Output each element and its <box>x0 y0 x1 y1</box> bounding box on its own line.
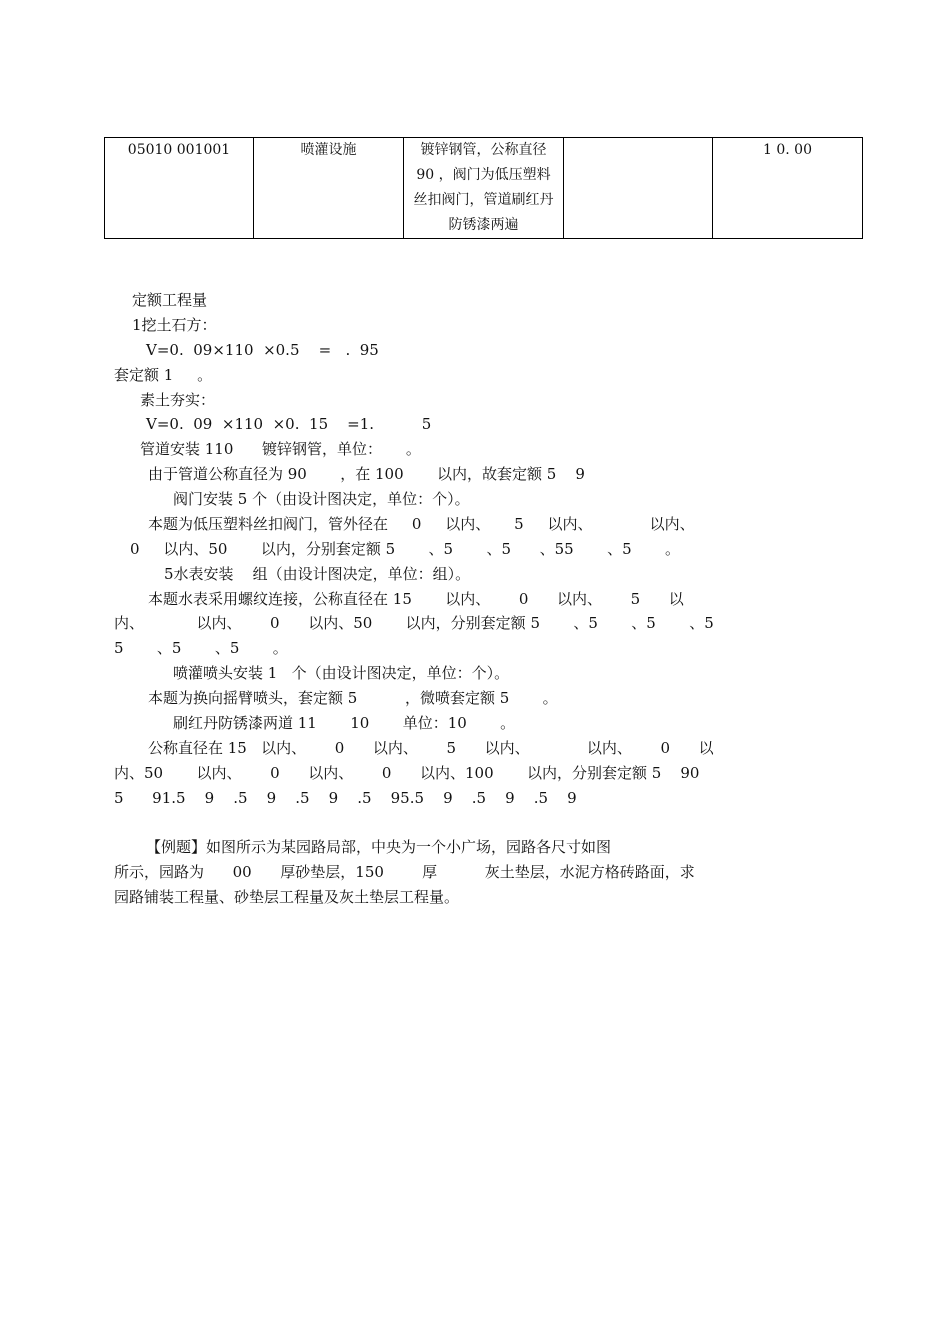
text-line: 管道安装 110 镀锌钢管，单位： 。 <box>140 440 421 458</box>
item-description-cell: 镀锌钢管，公称直径 90 ，阀门为低压塑料丝扣阀门，管道刷红丹防锈漆两遍 <box>404 138 564 239</box>
quantity-cell: 1 0. 00 <box>713 138 863 239</box>
text-line: 1挖土石方： <box>132 316 217 334</box>
text-line: 5水表安装 组（由设计图决定，单位：组）。 <box>164 565 471 583</box>
item-code-cell: 05010 001001 <box>105 138 254 239</box>
text-line: 本题为换向摇臂喷头，套定额 5 ，微喷套定额 5 。 <box>148 689 558 707</box>
quantity-table <box>104 137 863 239</box>
text-line: 5 91.5 9 .5 9 .5 9 .5 95.5 9 .5 9 .5 9 <box>114 789 577 807</box>
text-line: 由于管道公称直径为 90 ，在 100 以内，故套定额 5 9 <box>148 465 585 483</box>
text-line: 5 、5 、5 。 <box>114 639 288 657</box>
formula-line: V=0. 09 ×110 ×0. 15 =1. 5 <box>146 415 432 433</box>
item-name-cell: 喷灌设施 <box>254 138 404 239</box>
text-line: 阀门安装 5 个（由设计图决定，单位：个）。 <box>173 490 470 508</box>
unit-cell <box>564 138 713 239</box>
text-line: 素土夯实： <box>140 391 216 409</box>
text-line: 刷红丹防锈漆两道 11 10 单位：10 。 <box>173 714 516 732</box>
text-line: 喷灌喷头安装 1 个（由设计图决定，单位：个）。 <box>173 664 510 682</box>
text-line: 套定额 1 。 <box>114 366 213 384</box>
text-line: 内、50 以内、 0 以内、 0 以内、100 以内，分别套定额 5 90 <box>114 764 700 782</box>
section-heading: 定额工程量 <box>132 291 208 309</box>
formula-line: V=0. 09×110 ×0.5 = . 95 <box>146 341 379 359</box>
example-line: 【例题】如图所示为某园路局部，中央为一个小广场，园路各尺寸如图 <box>146 838 612 856</box>
text-line: 内、 以内、 0 以内、50 以内，分别套定额 5 、5 、5 、5 <box>114 614 714 632</box>
table-row <box>105 138 863 239</box>
text-line: 本题为低压塑料丝扣阀门，管外径在 0 以内、 5 以内、 以内、 <box>148 515 695 533</box>
text-line: 本题水表采用螺纹连接，公称直径在 15 以内、 0 以内、 5 以 <box>148 590 684 608</box>
text-line: 0 以内、50 以内，分别套定额 5 、5 、5 、55 、5 。 <box>130 540 680 558</box>
example-line: 所示，园路为 00 厚砂垫层，150 厚 灰土垫层，水泥方格砖路面，求 <box>114 863 695 881</box>
example-line: 园路铺装工程量、砂垫层工程量及灰土垫层工程量。 <box>114 888 460 906</box>
text-line: 公称直径在 15 以内、 0 以内、 5 以内、 以内、 0 以 <box>148 739 714 757</box>
